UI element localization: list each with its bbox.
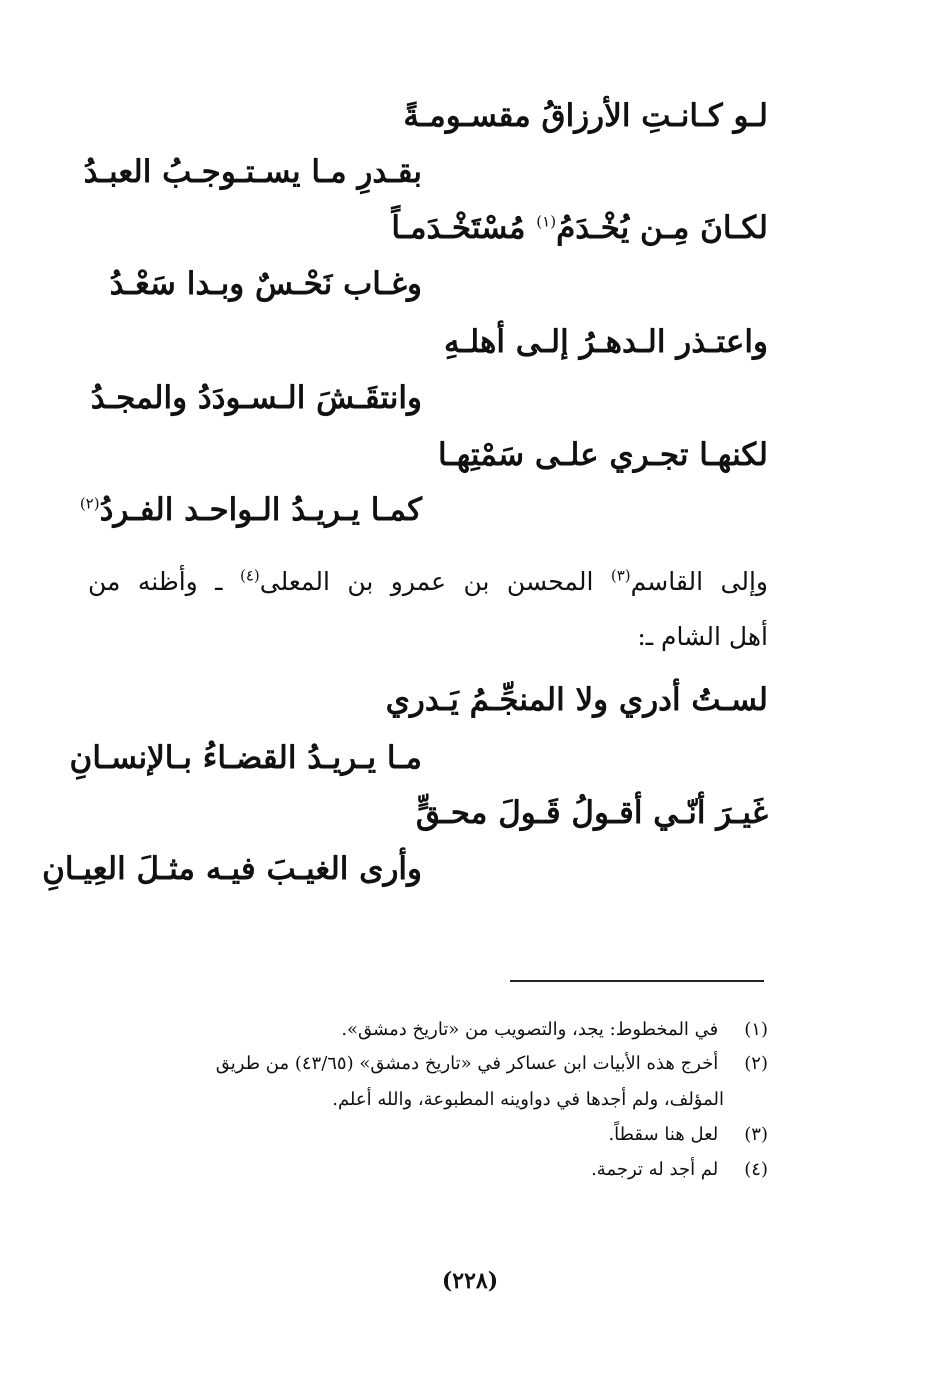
footnote-ref-4[interactable]: (٤) bbox=[239, 566, 260, 585]
footnote-ref-1[interactable]: (١) bbox=[536, 212, 557, 231]
verse-5-line-1: لسـتُ أدري ولا المنجِّـمُ يَـدري bbox=[385, 682, 768, 718]
footnote-text: لم أجد له ترجمة. bbox=[591, 1159, 719, 1180]
page-number: (٢٢٨) bbox=[441, 1268, 499, 1294]
verse-6-line-2: وأرى الغيـبَ فيـه مثـلَ العِيـانِ bbox=[42, 851, 422, 887]
footnote-separator bbox=[510, 980, 764, 982]
verse-2-line-2: وغـاب نَحْـسٌ وبـدا سَعْـدُ bbox=[109, 266, 422, 302]
verse-4-line-2: كمـا يـريـدُ الـواحـد الفـردُ$^{(٢)}$ bbox=[79, 492, 422, 528]
verse-2-line-1: لكـانَ مِـن يُخْـدَمُ$^{(١)}$ مُسْتَخْـدَمـاً bbox=[391, 210, 768, 246]
footnote-text: أخرج هذه الأبيات ابن عساكر في «تاريخ دمشق» (٤٣/٦٥) من طريق bbox=[215, 1053, 719, 1074]
footnote-1 bbox=[84, 1012, 768, 1048]
footnote-ref-2[interactable]: (٢) bbox=[79, 494, 100, 513]
footnote-number: (١) bbox=[744, 1019, 768, 1040]
footnote-text: في المخطوط: يجد، والتصويب من «تاريخ دمشق». bbox=[341, 1019, 719, 1040]
verse-1-line-1: لـو كـانـتِ الأرزاقُ مقسـومـةً bbox=[403, 98, 768, 134]
footnote-ref-3[interactable]: (٣) bbox=[610, 566, 631, 585]
verse-6-line-1: غَيـرَ أنّـي أقـولُ قَـولَ محـقٍّ bbox=[415, 795, 768, 831]
prose-line-2: أهل الشام ـ: bbox=[637, 622, 768, 651]
footnote-number: (٤) bbox=[744, 1159, 768, 1180]
verse-1-line-2: بقـدرِ مـا يسـتـوجـبُ العبـدُ bbox=[83, 154, 422, 190]
footnote-text: لعل هنا سقطاً. bbox=[608, 1124, 719, 1145]
verse-4-line-1: لكنهـا تجـري علـى سَمْتِهـا bbox=[438, 437, 768, 473]
footnote-number: (٢) bbox=[744, 1053, 768, 1074]
footnote-number: (٣) bbox=[744, 1124, 768, 1145]
verse-5-line-2: مـا يـريـدُ القضـاءُ بـالإنسـانِ bbox=[69, 740, 422, 776]
prose-line-1: وإلى القاسم$^{(٣)}$ المحسن بن عمرو بن المعلى$^{(٤)}$ ـ وأظنه من bbox=[88, 566, 768, 596]
footnote-4 bbox=[84, 1152, 768, 1188]
verse-3-line-1: واعتـذر الـدهـرُ إلـى أهلـهِ bbox=[444, 324, 768, 360]
footnote-3 bbox=[84, 1117, 768, 1153]
footnote-2 bbox=[84, 1046, 768, 1082]
footnote-2-continuation: المؤلف، ولم أجدها في دواوينه المطبوعة، والله أعلم. bbox=[332, 1089, 724, 1110]
verse-3-line-2: وانتقَـشَ الـسـودَدُ والمجـدُ bbox=[90, 380, 422, 416]
